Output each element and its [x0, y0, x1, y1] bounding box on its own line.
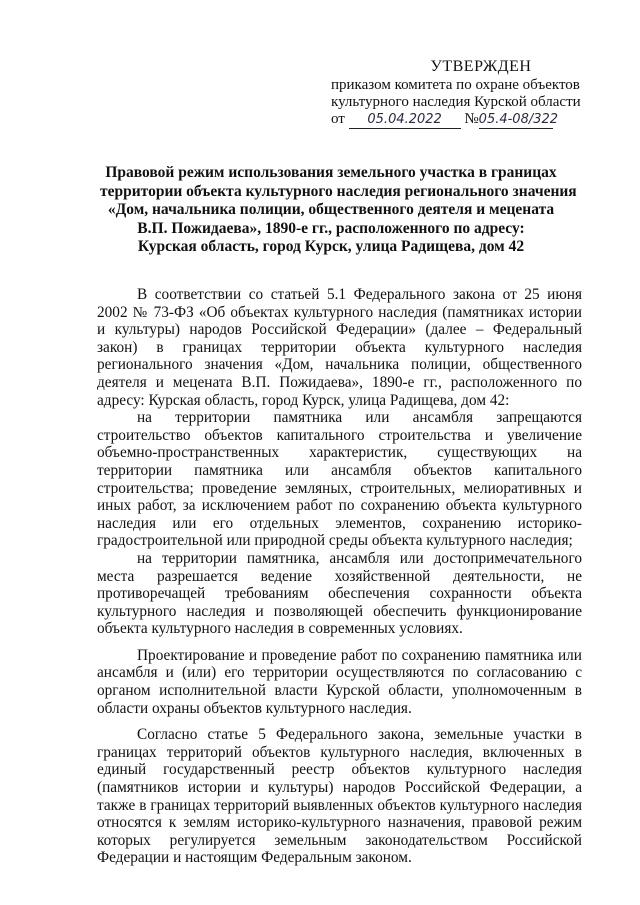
paragraph-3: на территории памятника, ансамбля или достопримечательного места разрешается ведение хозяйственной деятельности, не противоречащей требованиям обеспечения сохранности объекта культурного наследия и позволяющей обеспечить функционирование объекта культурного наследия в современных условиях.	[97, 549, 582, 638]
paragraph-4: Проектирование и проведение работ по сохранению памятника или ансамбля и (или) его территории осуществляются по согласованию с органом исполнительной власти Курской области, уполномоченным в области охраны объектов культурного наследия.	[97, 646, 582, 717]
handwritten-number: 05.4-08/322	[478, 112, 559, 127]
number-prefix: №	[464, 111, 479, 127]
document-title	[100, 164, 577, 257]
date-prefix: от	[331, 111, 345, 127]
approval-heading: УТВЕРЖДЕН	[430, 58, 532, 75]
approval-line-1: приказом комитета по охране объектов	[331, 77, 580, 93]
handwritten-date: 05.04.2022	[349, 111, 461, 129]
title-line-1: Правовой режим использования земельного участка в границах	[105, 164, 557, 181]
approval-date-number-line	[331, 111, 611, 129]
title-line-2: территории объекта культурного наследия регионального значения	[100, 182, 577, 200]
title-line-3: «Дом, начальника полиции, общественного деятеля и мецената	[107, 201, 555, 218]
approval-line-2: культурного наследия Курской области	[331, 94, 581, 110]
approval-block	[331, 58, 611, 129]
title-line-5: Курская область, город Курск, улица Радищева, дом 42	[137, 238, 525, 255]
paragraph-1: В соответствии со статьей 5.1 Федерального закона от 25 июня 2002 № 73-ФЗ «Об объектах культурного наследия (памятниках истории и культуры) народов Российской Федерации» (далее – Федеральный закон) в границах территории объекта культурного наследия регионального значения «Дом, начальника полиции, общественного деятеля и мецената В.П. Пожидаева», 1890-е гг., расположенного по адресу: Курская область, город Курск, улица Радищева, дом 42:	[97, 286, 582, 409]
paragraph-5: Согласно статье 5 Федерального закона, земельные участки в границах территорий объектов культурного наследия, включенных в единый государственный реестр объектов культурного наследия (памятников истории и культуры) народов Российской Федерации, а также в границах территорий выявленных объектов культурного наследия относятся к землям историко-культурного назначения, правовой режим которых регулируется земельным законодательством Российской Федерации и настоящим Федеральным законом.	[97, 726, 582, 867]
paragraph-2: на территории памятника или ансамбля запрещаются строительство объектов капитального строительства и увеличение объемно-пространственных характеристик, существующих на территории памятника или ансамбля объектов капитального строительства; проведение земляных, строительных, мелиоративных и иных работ, за исключением работ по сохранению объекта культурного наследия или его отдельных элементов, сохранению историко-градостроительной или природной среды объекта культурного наследия;	[97, 409, 582, 550]
document-body	[97, 286, 582, 876]
title-line-4: В.П. Пожидаева», 1890-е гг., расположенного по адресу:	[137, 219, 525, 237]
